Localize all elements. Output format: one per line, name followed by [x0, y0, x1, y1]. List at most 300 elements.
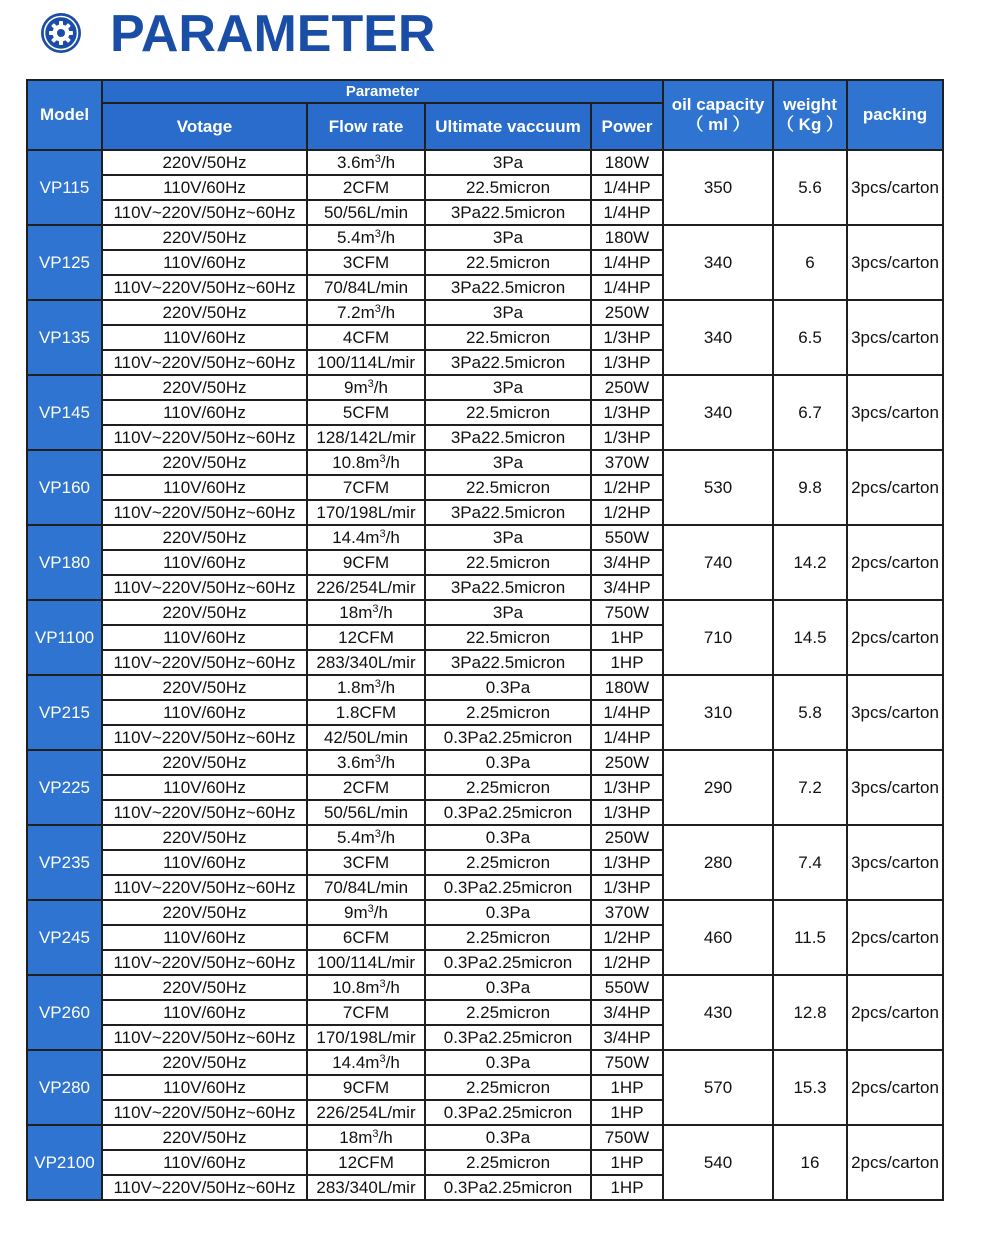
ultimate-vacuum-cell: 0.3Pa: [425, 750, 591, 775]
ultimate-vacuum-cell: 3Pa: [425, 600, 591, 625]
table-row: [27, 600, 943, 625]
table-row: [27, 300, 943, 325]
voltage-cell: 220V/50Hz: [102, 825, 307, 850]
flow-rate-exponent: 3: [367, 377, 374, 390]
ultimate-vacuum-cell: 0.3Pa: [425, 825, 591, 850]
flow-rate-cell: [307, 1025, 425, 1050]
flow-rate-cell: [307, 450, 425, 475]
flow-rate-cell: [307, 425, 425, 450]
flow-rate-cell: [307, 875, 425, 900]
power-cell: 550W: [591, 975, 663, 1000]
flow-rate-exponent: 3: [374, 677, 381, 690]
oil-capacity-cell: 290: [663, 750, 773, 825]
weight-cell: 14.2: [773, 525, 847, 600]
flow-rate-cell: [307, 1000, 425, 1025]
flow-rate-value: 50/56L/min: [323, 202, 409, 222]
flow-rate-cell: [307, 1150, 425, 1175]
weight-cell: 12.8: [773, 975, 847, 1050]
flow-rate-unit: /h: [380, 827, 396, 847]
flow-rate-value: 170/198L/mir: [316, 1027, 416, 1047]
power-cell: 1/3HP: [591, 850, 663, 875]
power-cell: 3/4HP: [591, 575, 663, 600]
power-cell: 1/2HP: [591, 925, 663, 950]
flow-rate-cell: [307, 800, 425, 825]
flow-rate-exponent: 3: [372, 1127, 379, 1140]
table-row: [27, 975, 943, 1000]
flow-rate-cell: [307, 725, 425, 750]
oil-capacity-cell: 570: [663, 1050, 773, 1125]
flow-rate-exponent: 3: [379, 452, 386, 465]
table-row: [27, 525, 943, 550]
column-header-flow-rate: Flow rate: [307, 103, 425, 150]
column-header-model: Model: [27, 80, 102, 150]
flow-rate-value: 18m: [339, 1127, 373, 1147]
flow-rate-value: 7.2m: [336, 302, 375, 322]
voltage-cell: 220V/50Hz: [102, 750, 307, 775]
packing-cell: 2pcs/carton: [847, 1125, 943, 1200]
ultimate-vacuum-cell: 22.5micron: [425, 475, 591, 500]
packing-cell: 2pcs/carton: [847, 525, 943, 600]
power-cell: 1/4HP: [591, 275, 663, 300]
flow-rate-cell: [307, 1050, 425, 1075]
power-cell: 750W: [591, 1050, 663, 1075]
flow-rate-cell: [307, 1125, 425, 1150]
ultimate-vacuum-cell: 3Pa22.5micron: [425, 575, 591, 600]
model-cell: VP135: [27, 300, 102, 375]
flow-rate-unit: /h: [378, 602, 393, 622]
flow-rate-value: 3CFM: [342, 252, 390, 272]
power-cell: 1/4HP: [591, 175, 663, 200]
ultimate-vacuum-cell: 0.3Pa2.25micron: [425, 1175, 591, 1200]
oil-capacity-cell: 280: [663, 825, 773, 900]
flow-rate-cell: [307, 675, 425, 700]
voltage-cell: 110V/60Hz: [102, 550, 307, 575]
flow-rate-exponent: 3: [374, 752, 381, 765]
ultimate-vacuum-cell: 22.5micron: [425, 325, 591, 350]
flow-rate-exponent: 3: [374, 302, 381, 315]
ultimate-vacuum-cell: 0.3Pa2.25micron: [425, 725, 591, 750]
flow-rate-cell: [307, 900, 425, 925]
power-cell: 1/3HP: [591, 775, 663, 800]
voltage-cell: 110V~220V/50Hz~60Hz: [102, 950, 307, 975]
flow-rate-value: 3.6m: [336, 752, 375, 772]
model-cell: VP1100: [27, 600, 102, 675]
voltage-cell: 110V~220V/50Hz~60Hz: [102, 200, 307, 225]
packing-cell: 3pcs/carton: [847, 225, 943, 300]
flow-rate-cell: [307, 200, 425, 225]
flow-rate-value: 4CFM: [342, 327, 390, 347]
flow-rate-cell: [307, 175, 425, 200]
flow-rate-value: 7CFM: [342, 477, 390, 497]
flow-rate-value: 9CFM: [342, 1077, 390, 1097]
flow-rate-cell: [307, 600, 425, 625]
flow-rate-unit: /h: [385, 527, 400, 547]
flow-rate-cell: [307, 1100, 425, 1125]
flow-rate-exponent: 3: [374, 152, 381, 165]
ultimate-vacuum-cell: 3Pa22.5micron: [425, 425, 591, 450]
table-row: [27, 375, 943, 400]
ultimate-vacuum-cell: 22.5micron: [425, 250, 591, 275]
flow-rate-value: 3.6m: [336, 152, 375, 172]
table-row: [27, 900, 943, 925]
table-row: [27, 450, 943, 475]
packing-cell: 2pcs/carton: [847, 900, 943, 975]
voltage-cell: 110V/60Hz: [102, 1000, 307, 1025]
flow-rate-value: 42/50L/min: [323, 727, 409, 747]
table-row: [27, 750, 943, 775]
ultimate-vacuum-cell: 2.25micron: [425, 850, 591, 875]
weight-cell: 14.5: [773, 600, 847, 675]
weight-cell: 7.4: [773, 825, 847, 900]
weight-cell: 5.6: [773, 150, 847, 225]
ultimate-vacuum-cell: 0.3Pa: [425, 1125, 591, 1150]
oil-capacity-cell: 740: [663, 525, 773, 600]
flow-rate-cell: [307, 575, 425, 600]
power-cell: 1HP: [591, 1150, 663, 1175]
flow-rate-value: 5.4m: [336, 227, 375, 247]
voltage-cell: 110V~220V/50Hz~60Hz: [102, 1175, 307, 1200]
flow-rate-value: 5.4m: [336, 827, 375, 847]
parameter-table: [26, 79, 944, 1201]
model-cell: VP260: [27, 975, 102, 1050]
ultimate-vacuum-cell: 3Pa22.5micron: [425, 500, 591, 525]
packing-cell: 3pcs/carton: [847, 825, 943, 900]
voltage-cell: 110V/60Hz: [102, 1150, 307, 1175]
packing-cell: 2pcs/carton: [847, 450, 943, 525]
flow-rate-cell: [307, 275, 425, 300]
flow-rate-value: 283/340L/mir: [316, 652, 416, 672]
power-cell: 1/4HP: [591, 700, 663, 725]
flow-rate-value: 170/198L/mir: [316, 502, 416, 522]
weight-cell: 6.7: [773, 375, 847, 450]
flow-rate-value: 50/56L/min: [323, 802, 409, 822]
power-cell: 180W: [591, 675, 663, 700]
flow-rate-exponent: 3: [367, 902, 374, 915]
flow-rate-cell: [307, 250, 425, 275]
ultimate-vacuum-cell: 0.3Pa: [425, 675, 591, 700]
voltage-cell: 110V~220V/50Hz~60Hz: [102, 500, 307, 525]
power-cell: 750W: [591, 1125, 663, 1150]
weight-cell: 11.5: [773, 900, 847, 975]
flow-rate-value: 5CFM: [342, 402, 390, 422]
flow-rate-value: 10.8m: [332, 452, 380, 472]
power-cell: 370W: [591, 450, 663, 475]
voltage-cell: 220V/50Hz: [102, 375, 307, 400]
flow-rate-unit: /h: [373, 377, 388, 397]
weight-cell: 16: [773, 1125, 847, 1200]
voltage-cell: 220V/50Hz: [102, 450, 307, 475]
flow-rate-cell: [307, 375, 425, 400]
ultimate-vacuum-cell: 2.25micron: [425, 1075, 591, 1100]
packing-cell: 3pcs/carton: [847, 150, 943, 225]
power-cell: 1/2HP: [591, 475, 663, 500]
ultimate-vacuum-cell: 3Pa22.5micron: [425, 650, 591, 675]
flow-rate-cell: [307, 400, 425, 425]
page-header: [0, 0, 1000, 76]
flow-rate-value: 9m: [344, 377, 368, 397]
flow-rate-value: 128/142L/mir: [316, 427, 416, 447]
ultimate-vacuum-cell: 0.3Pa: [425, 900, 591, 925]
oil-capacity-cell: 340: [663, 300, 773, 375]
flow-rate-cell: [307, 850, 425, 875]
packing-cell: 3pcs/carton: [847, 750, 943, 825]
power-cell: 250W: [591, 750, 663, 775]
voltage-cell: 110V/60Hz: [102, 1075, 307, 1100]
model-cell: VP2100: [27, 1125, 102, 1200]
packing-cell: 2pcs/carton: [847, 1050, 943, 1125]
flow-rate-cell: [307, 1075, 425, 1100]
flow-rate-cell: [307, 950, 425, 975]
flow-rate-value: 283/340L/mir: [316, 1177, 416, 1197]
flow-rate-cell: [307, 150, 425, 175]
voltage-cell: 110V/60Hz: [102, 475, 307, 500]
flow-rate-value: 2CFM: [342, 777, 390, 797]
column-header-oil-capacity: oil capacity （ ml ）: [663, 80, 773, 150]
flow-rate-unit: /h: [385, 452, 400, 472]
ultimate-vacuum-cell: 0.3Pa2.25micron: [425, 950, 591, 975]
voltage-cell: 220V/50Hz: [102, 1050, 307, 1075]
weight-cell: 9.8: [773, 450, 847, 525]
oil-capacity-cell: 530: [663, 450, 773, 525]
voltage-cell: 220V/50Hz: [102, 975, 307, 1000]
voltage-cell: 110V~220V/50Hz~60Hz: [102, 425, 307, 450]
oil-capacity-cell: 460: [663, 900, 773, 975]
flow-rate-value: 70/84L/min: [323, 877, 409, 897]
ultimate-vacuum-cell: 0.3Pa2.25micron: [425, 1025, 591, 1050]
flow-rate-value: 100/114L/mir: [317, 352, 415, 372]
power-cell: 1/4HP: [591, 250, 663, 275]
voltage-cell: 110V~220V/50Hz~60Hz: [102, 575, 307, 600]
page-title: PARAMETER: [110, 5, 436, 63]
power-cell: 3/4HP: [591, 1025, 663, 1050]
power-cell: 1/4HP: [591, 725, 663, 750]
voltage-cell: 110V/60Hz: [102, 700, 307, 725]
power-cell: 250W: [591, 375, 663, 400]
flow-rate-exponent: 3: [379, 1052, 386, 1065]
ultimate-vacuum-cell: 2.25micron: [425, 775, 591, 800]
flow-rate-cell: [307, 225, 425, 250]
flow-rate-cell: [307, 475, 425, 500]
oil-capacity-cell: 340: [663, 375, 773, 450]
oil-capacity-cell: 430: [663, 975, 773, 1050]
model-cell: VP145: [27, 375, 102, 450]
model-cell: VP215: [27, 675, 102, 750]
table-body: [27, 150, 943, 1200]
ultimate-vacuum-cell: 0.3Pa: [425, 975, 591, 1000]
flow-rate-value: 3CFM: [342, 852, 390, 872]
flow-rate-value: 12CFM: [338, 1152, 394, 1172]
column-header-ultimate-vacuum: Ultimate vaccuum: [425, 103, 591, 150]
power-cell: 370W: [591, 900, 663, 925]
column-header-packing: packing: [847, 80, 943, 150]
flow-rate-unit: /h: [380, 677, 396, 697]
power-cell: 1/2HP: [591, 500, 663, 525]
ultimate-vacuum-cell: 3Pa22.5micron: [425, 275, 591, 300]
flow-rate-unit: /h: [380, 152, 396, 172]
power-cell: 250W: [591, 825, 663, 850]
oil-capacity-cell: 540: [663, 1125, 773, 1200]
table-row: [27, 675, 943, 700]
model-cell: VP245: [27, 900, 102, 975]
packing-cell: 3pcs/carton: [847, 300, 943, 375]
flow-rate-value: 9CFM: [342, 552, 390, 572]
ultimate-vacuum-cell: 22.5micron: [425, 400, 591, 425]
packing-cell: 2pcs/carton: [847, 975, 943, 1050]
power-cell: 1HP: [591, 1075, 663, 1100]
flow-rate-exponent: 3: [379, 977, 386, 990]
flow-rate-cell: [307, 350, 425, 375]
power-cell: 1/4HP: [591, 200, 663, 225]
model-cell: VP180: [27, 525, 102, 600]
voltage-cell: 110V/60Hz: [102, 325, 307, 350]
ultimate-vacuum-cell: 3Pa: [425, 150, 591, 175]
voltage-cell: 110V/60Hz: [102, 850, 307, 875]
ultimate-vacuum-cell: 2.25micron: [425, 1150, 591, 1175]
model-cell: VP225: [27, 750, 102, 825]
power-cell: 1/3HP: [591, 400, 663, 425]
voltage-cell: 110V/60Hz: [102, 625, 307, 650]
flow-rate-unit: /h: [373, 902, 388, 922]
flow-rate-value: 9m: [344, 902, 368, 922]
voltage-cell: 110V~220V/50Hz~60Hz: [102, 875, 307, 900]
ultimate-vacuum-cell: 0.3Pa2.25micron: [425, 800, 591, 825]
oil-capacity-cell: 350: [663, 150, 773, 225]
flow-rate-cell: [307, 500, 425, 525]
power-cell: 3/4HP: [591, 1000, 663, 1025]
table-row: [27, 225, 943, 250]
power-cell: 1HP: [591, 625, 663, 650]
power-cell: 550W: [591, 525, 663, 550]
flow-rate-cell: [307, 775, 425, 800]
model-cell: VP280: [27, 1050, 102, 1125]
voltage-cell: 110V/60Hz: [102, 250, 307, 275]
flow-rate-cell: [307, 975, 425, 1000]
flow-rate-value: 1.8m: [336, 677, 375, 697]
flow-rate-exponent: 3: [379, 527, 386, 540]
weight-cell: 5.8: [773, 675, 847, 750]
power-cell: 180W: [591, 225, 663, 250]
voltage-cell: 110V/60Hz: [102, 400, 307, 425]
power-cell: 3/4HP: [591, 550, 663, 575]
power-cell: 1HP: [591, 650, 663, 675]
voltage-cell: 110V~220V/50Hz~60Hz: [102, 275, 307, 300]
flow-rate-cell: [307, 1175, 425, 1200]
ultimate-vacuum-cell: 2.25micron: [425, 700, 591, 725]
ultimate-vacuum-cell: 3Pa22.5micron: [425, 350, 591, 375]
power-cell: 1/3HP: [591, 425, 663, 450]
ultimate-vacuum-cell: 3Pa: [425, 375, 591, 400]
ultimate-vacuum-cell: 3Pa: [425, 300, 591, 325]
column-header-power: Power: [591, 103, 663, 150]
voltage-cell: 220V/50Hz: [102, 150, 307, 175]
power-cell: 750W: [591, 600, 663, 625]
flow-rate-value: 10.8m: [332, 977, 380, 997]
packing-cell: 3pcs/carton: [847, 675, 943, 750]
flow-rate-cell: [307, 825, 425, 850]
flow-rate-cell: [307, 650, 425, 675]
ultimate-vacuum-cell: 2.25micron: [425, 925, 591, 950]
flow-rate-value: 226/254L/mir: [316, 577, 416, 597]
model-cell: VP160: [27, 450, 102, 525]
voltage-cell: 220V/50Hz: [102, 900, 307, 925]
ultimate-vacuum-cell: 3Pa: [425, 225, 591, 250]
oil-capacity-cell: 310: [663, 675, 773, 750]
packing-cell: 2pcs/carton: [847, 600, 943, 675]
voltage-cell: 220V/50Hz: [102, 675, 307, 700]
ultimate-vacuum-cell: 0.3Pa2.25micron: [425, 875, 591, 900]
flow-rate-value: 226/254L/mir: [316, 1102, 416, 1122]
ultimate-vacuum-cell: 0.3Pa2.25micron: [425, 1100, 591, 1125]
flow-rate-unit: /h: [380, 302, 396, 322]
ultimate-vacuum-cell: 3Pa22.5micron: [425, 200, 591, 225]
voltage-cell: 220V/50Hz: [102, 600, 307, 625]
power-cell: 1HP: [591, 1175, 663, 1200]
ultimate-vacuum-cell: 3Pa: [425, 525, 591, 550]
table-row: [27, 825, 943, 850]
power-cell: 250W: [591, 300, 663, 325]
voltage-cell: 110V~220V/50Hz~60Hz: [102, 800, 307, 825]
flow-rate-cell: [307, 300, 425, 325]
flow-rate-value: 18m: [339, 602, 373, 622]
voltage-cell: 220V/50Hz: [102, 1125, 307, 1150]
flow-rate-exponent: 3: [374, 827, 381, 840]
flow-rate-unit: /h: [385, 977, 400, 997]
flow-rate-cell: [307, 550, 425, 575]
power-cell: 1/3HP: [591, 800, 663, 825]
flow-rate-value: 14.4m: [332, 527, 380, 547]
weight-cell: 15.3: [773, 1050, 847, 1125]
voltage-cell: 110V~220V/50Hz~60Hz: [102, 1025, 307, 1050]
flow-rate-value: 14.4m: [332, 1052, 380, 1072]
flow-rate-unit: /h: [385, 1052, 400, 1072]
power-cell: 1/3HP: [591, 875, 663, 900]
ultimate-vacuum-cell: 22.5micron: [425, 625, 591, 650]
gear-icon: [40, 12, 82, 54]
power-cell: 1HP: [591, 1100, 663, 1125]
flow-rate-value: 2CFM: [342, 177, 390, 197]
column-header-weight: weight （ Kg ）: [773, 80, 847, 150]
flow-rate-cell: [307, 700, 425, 725]
flow-rate-cell: [307, 325, 425, 350]
ultimate-vacuum-cell: 22.5micron: [425, 550, 591, 575]
voltage-cell: 220V/50Hz: [102, 525, 307, 550]
flow-rate-value: 6CFM: [342, 927, 390, 947]
flow-rate-value: 70/84L/min: [323, 277, 409, 297]
flow-rate-value: 100/114L/mir: [317, 952, 415, 972]
table-row: [27, 150, 943, 175]
weight-cell: 7.2: [773, 750, 847, 825]
flow-rate-cell: [307, 525, 425, 550]
voltage-cell: 110V~220V/50Hz~60Hz: [102, 1100, 307, 1125]
voltage-cell: 110V/60Hz: [102, 925, 307, 950]
ultimate-vacuum-cell: 3Pa: [425, 450, 591, 475]
voltage-cell: 110V~220V/50Hz~60Hz: [102, 650, 307, 675]
model-cell: VP115: [27, 150, 102, 225]
flow-rate-unit: /h: [380, 227, 396, 247]
power-cell: 1/2HP: [591, 950, 663, 975]
voltage-cell: 110V/60Hz: [102, 175, 307, 200]
flow-rate-cell: [307, 625, 425, 650]
voltage-cell: 220V/50Hz: [102, 225, 307, 250]
oil-capacity-cell: 340: [663, 225, 773, 300]
flow-rate-value: 12CFM: [338, 627, 394, 647]
ultimate-vacuum-cell: 2.25micron: [425, 1000, 591, 1025]
flow-rate-exponent: 3: [374, 227, 381, 240]
weight-cell: 6: [773, 225, 847, 300]
flow-rate-cell: [307, 750, 425, 775]
voltage-cell: 220V/50Hz: [102, 300, 307, 325]
flow-rate-exponent: 3: [372, 602, 379, 615]
